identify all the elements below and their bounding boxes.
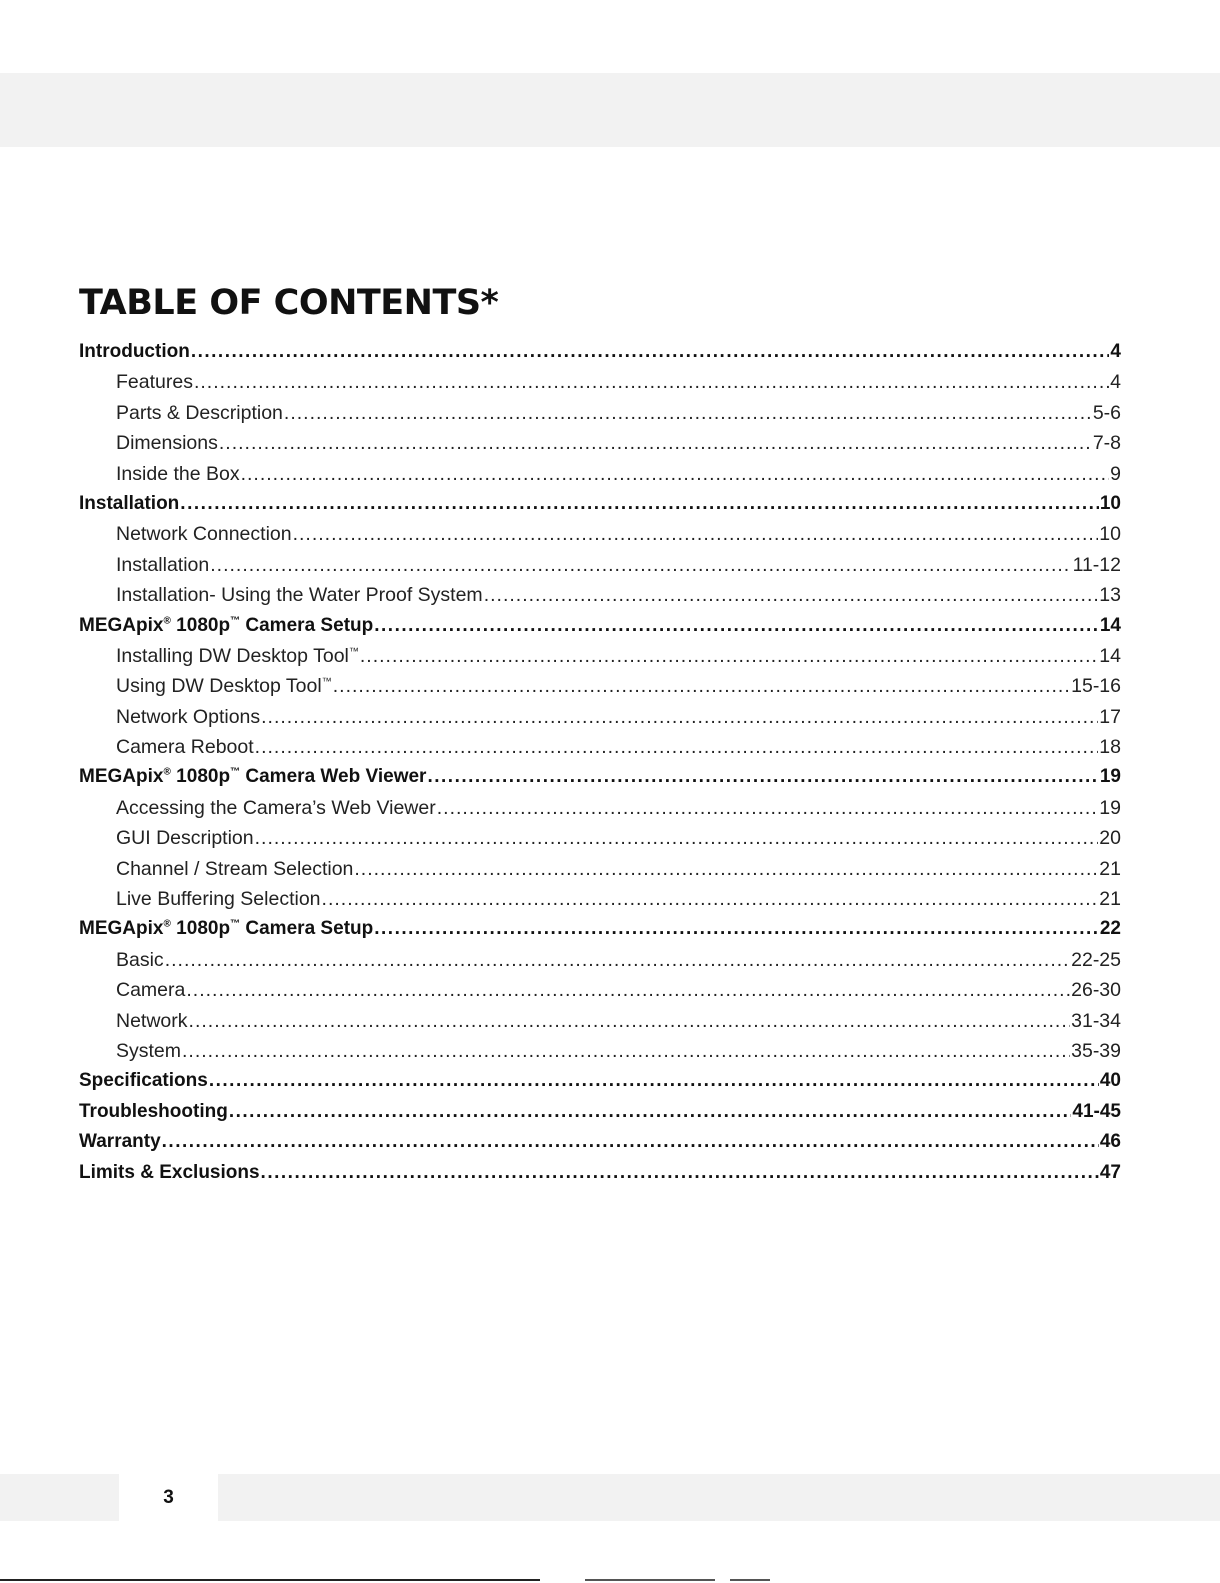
toc-entry-page: 19	[1099, 766, 1121, 788]
dot-leader	[284, 398, 1092, 428]
toc-entry-label: Dimensions	[116, 432, 218, 455]
toc-entry-label: Warranty	[79, 1131, 161, 1153]
toc-section	[79, 611, 1121, 641]
toc-entry-label: Network Connection	[116, 523, 292, 546]
toc-section	[79, 1097, 1121, 1127]
toc-subsection	[79, 580, 1121, 610]
toc-entry-label: GUI Description	[116, 827, 254, 850]
toc-subsection	[79, 732, 1121, 762]
toc-entry-page: 31-34	[1071, 1009, 1121, 1032]
toc-entry-label: Installation	[79, 492, 180, 514]
toc-entry-page: 14	[1099, 614, 1121, 636]
toc-entry-label: Troubleshooting	[79, 1100, 228, 1122]
page-title: TABLE OF CONTENTS*	[79, 283, 499, 323]
toc-entry-page: 5-6	[1092, 401, 1121, 424]
toc-subsection	[79, 1006, 1121, 1036]
dot-leader	[191, 337, 1110, 367]
dot-leader	[162, 1127, 1099, 1157]
toc-subsection	[79, 398, 1121, 428]
dot-leader	[374, 914, 1099, 944]
footer-rule	[0, 1579, 1220, 1583]
toc-entry-page: 17	[1099, 705, 1121, 728]
toc-entry-page: 13	[1099, 584, 1121, 607]
toc-subsection	[79, 641, 1121, 671]
toc-entry-page: 10	[1099, 492, 1121, 514]
toc-entry-label: Installing DW Desktop Tool™	[116, 644, 359, 667]
dot-leader	[360, 641, 1098, 671]
toc-entry-label: System	[116, 1039, 182, 1062]
toc-section	[79, 337, 1121, 367]
dot-leader	[255, 732, 1099, 762]
toc-entry-page: 10	[1099, 523, 1121, 546]
toc-entry-page: 21	[1099, 857, 1121, 880]
toc-entry-page: 26-30	[1071, 979, 1121, 1002]
toc-entry-label: Using DW Desktop Tool™	[116, 675, 332, 698]
toc-entry-page: 46	[1099, 1131, 1121, 1153]
toc-entry-page: 9	[1110, 462, 1121, 485]
header-band	[0, 73, 1220, 147]
dot-leader	[261, 1158, 1099, 1188]
toc-entry-label: Camera	[116, 979, 186, 1002]
toc-subsection	[79, 550, 1121, 580]
toc-subsection	[79, 884, 1121, 914]
toc-entry-page: 4	[1110, 341, 1121, 362]
toc-entry-page: 18	[1099, 736, 1121, 759]
dot-leader	[219, 428, 1092, 458]
toc-entry-label: Introduction	[79, 341, 190, 362]
toc-entry-page: 47	[1099, 1161, 1121, 1183]
toc-entry-label: MEGApix® 1080p™ Camera Setup	[79, 614, 374, 636]
dot-leader	[210, 550, 1071, 580]
toc-entry-label: MEGApix® 1080p™ Camera Web Viewer	[79, 766, 427, 788]
toc-subsection	[79, 793, 1121, 823]
dot-leader	[427, 762, 1098, 792]
dot-leader	[354, 854, 1098, 884]
dot-leader	[194, 367, 1109, 397]
dot-leader	[189, 1006, 1071, 1036]
toc-subsection	[79, 702, 1121, 732]
toc-entry-page: 21	[1099, 888, 1121, 911]
toc-entry-label: Basic	[116, 948, 164, 971]
toc-entry-page: 19	[1099, 796, 1121, 819]
dot-leader	[182, 1036, 1070, 1066]
toc-entry-label: Features	[116, 371, 193, 394]
toc-section	[79, 1127, 1121, 1157]
toc-subsection	[79, 1036, 1121, 1066]
toc-section	[79, 489, 1121, 519]
dot-leader	[180, 489, 1099, 519]
toc-entry-label: MEGApix® 1080p™ Camera Setup	[79, 918, 374, 940]
toc-subsection	[79, 428, 1121, 458]
toc-subsection	[79, 367, 1121, 397]
dot-leader	[374, 611, 1099, 641]
toc-entry-page: 15-16	[1071, 675, 1121, 698]
dot-leader	[209, 1066, 1099, 1096]
toc-entry-page: 7-8	[1092, 432, 1121, 455]
toc-entry-page: 14	[1099, 644, 1121, 667]
dot-leader	[322, 884, 1099, 914]
dot-leader	[293, 519, 1099, 549]
toc-entry-page: 40	[1099, 1070, 1121, 1092]
toc-section	[79, 1066, 1121, 1096]
toc-subsection	[79, 671, 1121, 701]
dot-leader	[165, 945, 1070, 975]
toc-entry-page: 4	[1110, 371, 1121, 394]
toc-entry-page: 11-12	[1072, 553, 1121, 576]
toc-subsection	[79, 823, 1121, 853]
dot-leader	[186, 975, 1070, 1005]
toc-section	[79, 762, 1121, 792]
toc-entry-label: Accessing the Camera’s Web Viewer	[116, 796, 436, 819]
toc-subsection	[79, 519, 1121, 549]
toc-entry-label: Network Options	[116, 705, 261, 728]
table-of-contents	[79, 337, 1121, 1188]
toc-subsection	[79, 854, 1121, 884]
toc-entry-label: Parts & Description	[116, 401, 283, 424]
toc-entry-page: 22	[1099, 918, 1121, 940]
toc-subsection	[79, 975, 1121, 1005]
dot-leader	[229, 1097, 1072, 1127]
toc-section	[79, 1158, 1121, 1188]
dot-leader	[333, 671, 1070, 701]
toc-entry-label: Channel / Stream Selection	[116, 857, 354, 880]
dot-leader	[241, 459, 1110, 489]
dot-leader	[255, 823, 1099, 853]
toc-entry-page: 35-39	[1071, 1039, 1121, 1062]
dot-leader	[261, 702, 1098, 732]
toc-section	[79, 914, 1121, 944]
toc-entry-label: Specifications	[79, 1070, 208, 1092]
toc-subsection	[79, 459, 1121, 489]
toc-entry-label: Network	[116, 1009, 188, 1032]
toc-entry-page: 41-45	[1072, 1100, 1121, 1122]
dot-leader	[484, 580, 1099, 610]
toc-entry-page: 20	[1099, 827, 1121, 850]
page-number: 3	[119, 1474, 218, 1521]
toc-entry-label: Installation- Using the Water Proof System	[116, 584, 483, 607]
toc-entry-label: Installation	[116, 553, 210, 576]
toc-entry-label: Live Buffering Selection	[116, 888, 321, 911]
toc-entry-page: 22-25	[1071, 948, 1121, 971]
toc-subsection	[79, 945, 1121, 975]
toc-entry-label: Camera Reboot	[116, 736, 254, 759]
toc-entry-label: Inside the Box	[116, 462, 240, 485]
dot-leader	[437, 793, 1099, 823]
toc-entry-label: Limits & Exclusions	[79, 1161, 260, 1183]
